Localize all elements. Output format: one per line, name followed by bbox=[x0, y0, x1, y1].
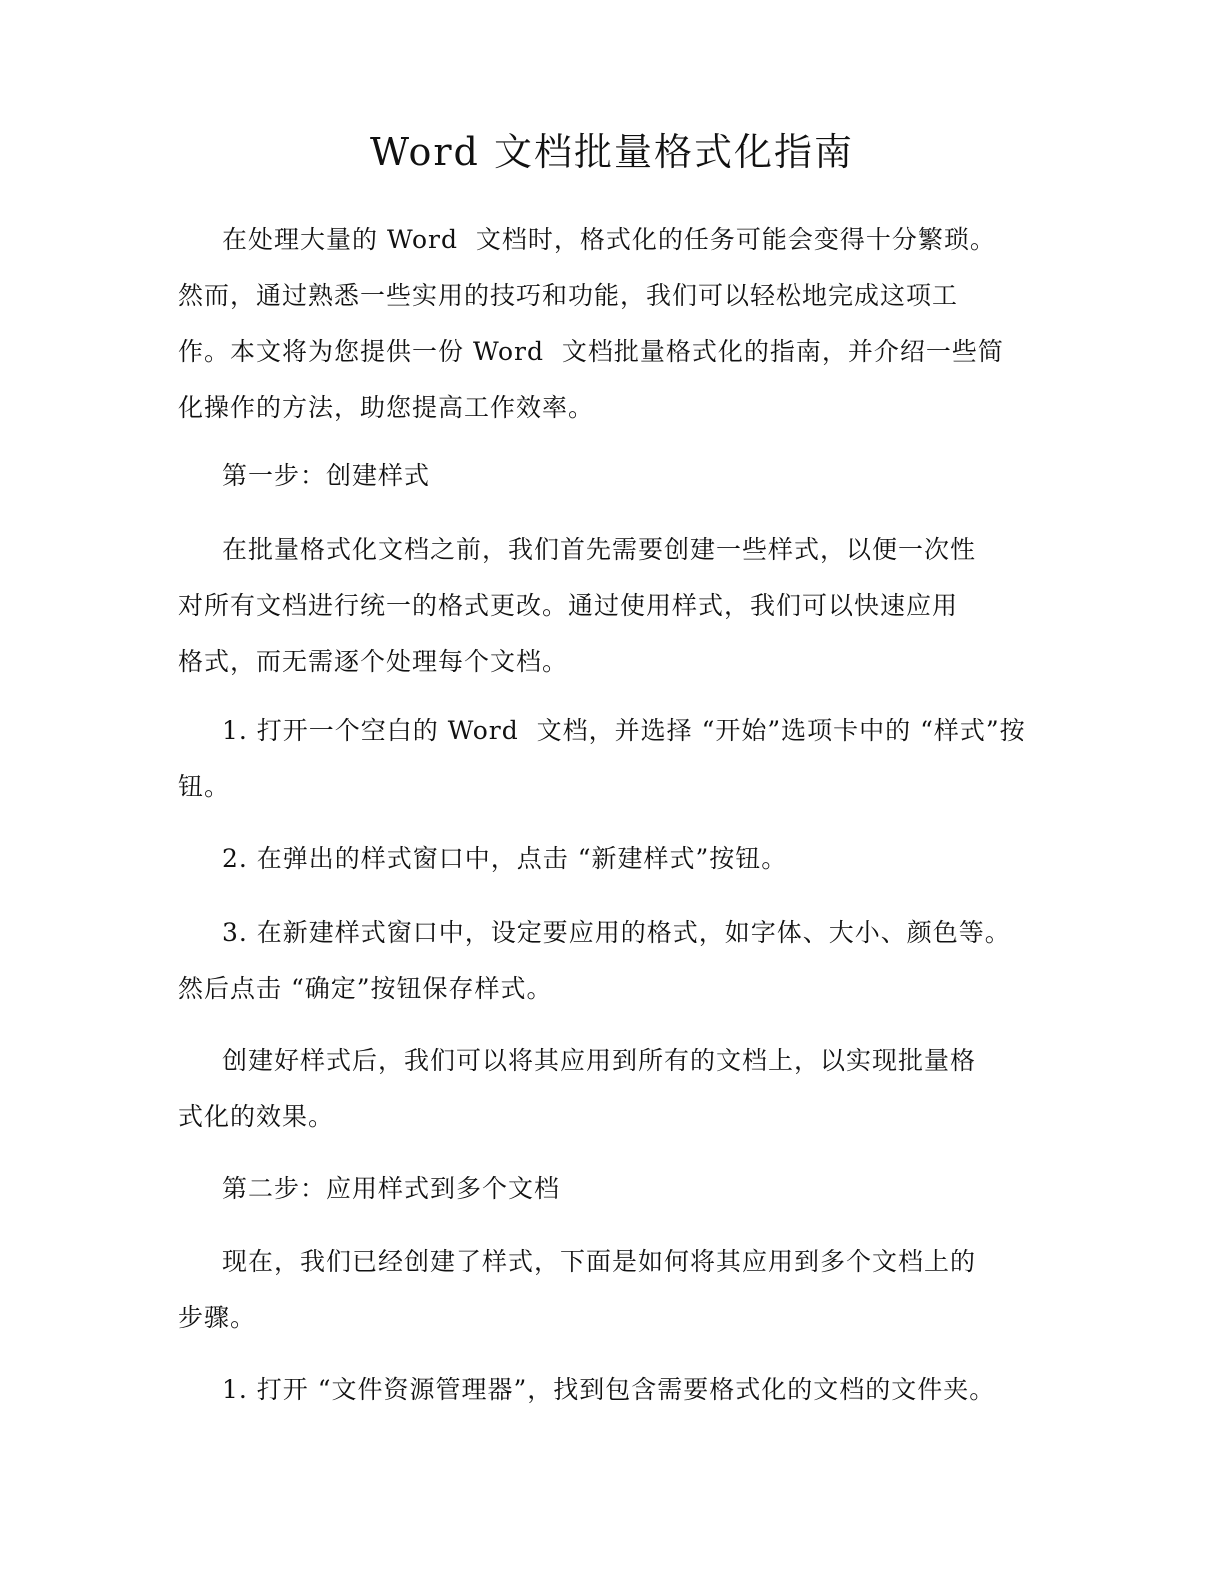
step-one-heading bbox=[178, 448, 430, 504]
heading-line: 第二步：应用样式到多个文档 bbox=[222, 1174, 561, 1203]
step-two-heading bbox=[178, 1161, 560, 1217]
paragraph-line: 2. 在弹出的样式窗口中，点击 “新建样式”按钮。 bbox=[222, 844, 788, 873]
paragraph-line: 现在，我们已经创建了样式，下面是如何将其应用到多个文档上的 bbox=[222, 1247, 977, 1276]
paragraph-line: 对所有文档进行统一的格式更改。通过使用样式，我们可以快速应用 bbox=[178, 591, 959, 620]
paragraph-line: 3. 在新建样式窗口中，设定要应用的格式，如字体、大小、颜色等。 bbox=[222, 918, 1011, 947]
paragraph-line: 步骤。 bbox=[178, 1303, 257, 1332]
paragraph-line: 创建好样式后，我们可以将其应用到所有的文档上，以实现批量格 bbox=[222, 1046, 977, 1075]
step-one-item-3 bbox=[178, 905, 1011, 1017]
paragraph-line: 然而，通过熟悉一些实用的技巧和功能，我们可以轻松地完成这项工 bbox=[178, 281, 959, 310]
paragraph-line: 在批量格式化文档之前，我们首先需要创建一些样式，以便一次性 bbox=[222, 535, 977, 564]
paragraph-line: 式化的效果。 bbox=[178, 1102, 335, 1131]
paragraph-line: 格式，而无需逐个处理每个文档。 bbox=[178, 647, 569, 676]
paragraph-line: 钮。 bbox=[178, 772, 231, 801]
step-one-item-2 bbox=[178, 831, 787, 887]
step-one-item-1 bbox=[178, 703, 1026, 815]
step-one-summary bbox=[178, 1033, 976, 1145]
paragraph-line: 1. 打开一个空白的 Word 文档，并选择 “开始”选项卡中的 “样式”按 bbox=[222, 716, 1026, 745]
step-two-item-1 bbox=[178, 1362, 995, 1418]
paragraph-line: 化操作的方法，助您提高工作效率。 bbox=[178, 393, 595, 422]
heading-line: 第一步：创建样式 bbox=[222, 461, 431, 490]
step-one-paragraph bbox=[178, 522, 976, 690]
paragraph-line: 然后点击 “确定”按钮保存样式。 bbox=[178, 974, 553, 1003]
paragraph-line: 1. 打开 “文件资源管理器”，找到包含需要格式化的文档的文件夹。 bbox=[222, 1375, 996, 1404]
intro-paragraph bbox=[178, 212, 1004, 436]
paragraph-line: 作。本文将为您提供一份 Word 文档批量格式化的指南，并介绍一些简 bbox=[178, 337, 1004, 366]
document-title: Word 文档批量格式化指南 bbox=[370, 130, 854, 174]
step-two-paragraph bbox=[178, 1234, 976, 1346]
paragraph-line: 在处理大量的 Word 文档时，格式化的任务可能会变得十分繁琐。 bbox=[222, 225, 996, 254]
